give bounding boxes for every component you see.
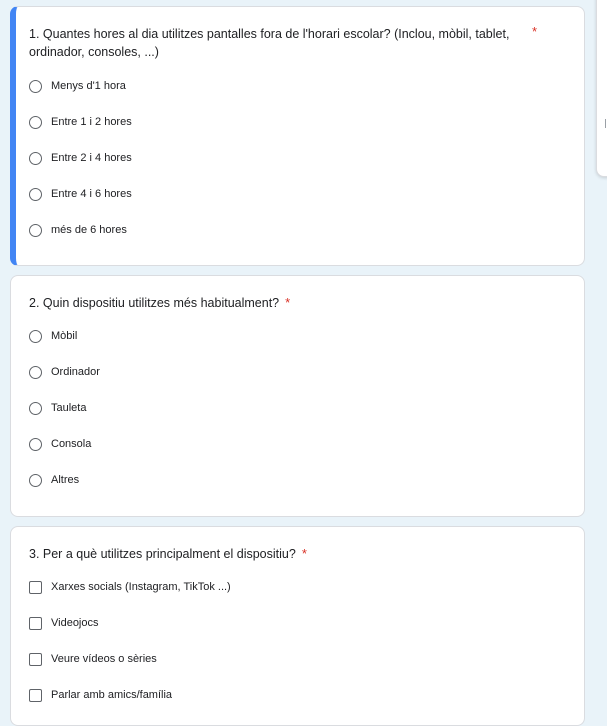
floating-toolbar[interactable] bbox=[596, 0, 607, 177]
option-label: Consola bbox=[51, 438, 92, 450]
radio-button[interactable] bbox=[29, 116, 42, 129]
toolbar-edge-marker bbox=[605, 119, 606, 128]
question-title-1: 1. Quantes hores al dia utilitzes pantalles fora de l'horari escolar? (Inclou, mòbil, tablet, ordinador, consoles, ...) bbox=[29, 27, 510, 59]
option-label: Entre 1 i 2 hores bbox=[51, 116, 132, 128]
option-q1-3[interactable] bbox=[29, 148, 132, 168]
radio-button[interactable] bbox=[29, 438, 42, 451]
option-q3-1[interactable] bbox=[29, 577, 231, 597]
required-asterisk-1: * bbox=[531, 24, 537, 39]
option-q1-5[interactable] bbox=[29, 220, 127, 240]
radio-button[interactable] bbox=[29, 474, 42, 487]
checkbox[interactable] bbox=[29, 617, 42, 630]
required-asterisk-2: * bbox=[285, 295, 291, 310]
option-label: Veure vídeos o sèries bbox=[51, 653, 157, 665]
option-q2-1[interactable] bbox=[29, 326, 77, 346]
option-q1-4[interactable] bbox=[29, 184, 132, 204]
radio-button[interactable] bbox=[29, 366, 42, 379]
radio-button[interactable] bbox=[29, 402, 42, 415]
option-q1-2[interactable] bbox=[29, 112, 132, 132]
radio-button[interactable] bbox=[29, 80, 42, 93]
question-card-1[interactable] bbox=[10, 6, 585, 266]
required-asterisk-3: * bbox=[301, 546, 307, 561]
option-label: Parlar amb amics/família bbox=[51, 689, 173, 701]
option-label: més de 6 hores bbox=[51, 224, 127, 236]
radio-button[interactable] bbox=[29, 152, 42, 165]
option-label: Tauleta bbox=[51, 402, 87, 414]
option-label: Altres bbox=[51, 474, 80, 486]
option-label: Mòbil bbox=[51, 330, 78, 342]
option-q3-4[interactable] bbox=[29, 685, 172, 705]
option-label: Entre 4 i 6 hores bbox=[51, 188, 132, 200]
radio-button[interactable] bbox=[29, 188, 42, 201]
option-q2-3[interactable] bbox=[29, 398, 86, 418]
option-label: Xarxes socials (Instagram, TikTok ...) bbox=[51, 581, 231, 593]
option-q3-2[interactable] bbox=[29, 613, 99, 633]
question-title-3 bbox=[29, 545, 544, 563]
question-card-3[interactable] bbox=[10, 526, 585, 726]
checkbox[interactable] bbox=[29, 653, 42, 666]
option-label: Entre 2 i 4 hores bbox=[51, 152, 132, 164]
checkbox[interactable] bbox=[29, 581, 42, 594]
radio-button[interactable] bbox=[29, 224, 42, 237]
question-title-text-3: 3. Per a què utilitzes principalment el dispositiu? bbox=[29, 547, 296, 561]
option-label: Ordinador bbox=[51, 366, 100, 378]
checkbox[interactable] bbox=[29, 689, 42, 702]
option-q2-5[interactable] bbox=[29, 470, 79, 490]
radio-button[interactable] bbox=[29, 330, 42, 343]
question-title-2 bbox=[29, 294, 544, 312]
option-q2-4[interactable] bbox=[29, 434, 91, 454]
option-label: Videojocs bbox=[51, 617, 99, 629]
option-q3-3[interactable] bbox=[29, 649, 157, 669]
option-q2-2[interactable] bbox=[29, 362, 100, 382]
question-title-text-2: 2. Quin dispositiu utilitzes més habitualment? bbox=[29, 296, 280, 310]
option-label: Menys d'1 hora bbox=[51, 80, 126, 92]
question-card-2[interactable] bbox=[10, 275, 585, 517]
option-q1-1[interactable] bbox=[29, 76, 126, 96]
